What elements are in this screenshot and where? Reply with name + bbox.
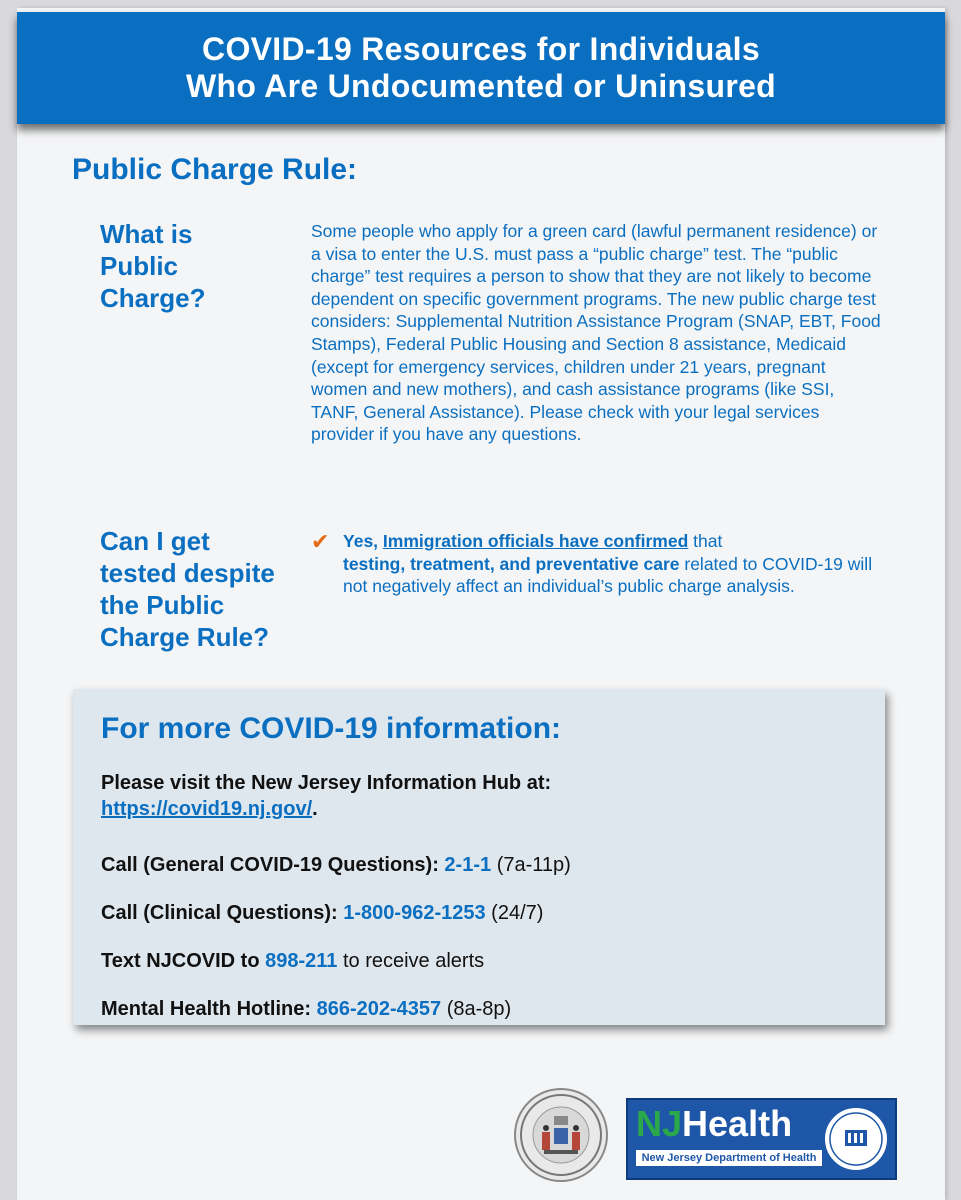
question-heading-what-is-public-charge: What is Public Charge?	[100, 219, 206, 313]
public-charge-answer: Some people who apply for a green card (lawful permanent residence) or a visa to enter the U.S. must pass a “public charge” test. The “public charge” test requires a person to show that they are not likely to become dependent on specific government programs. The new public charge test considers: Supplemental Nutrition Assistance Program (SNAP, EBT, Food Stamps), Federal Public Housing and Section 8 assistance, Medicaid (except for emergency services, children under 21 years, pregnant women and new mothers), and cash assistance programs (like SSI, TANF, General Assistance). Please check with your legal services provider if you have any questions.	[311, 221, 881, 445]
banner-title-line-2: Who Are Undocumented or Uninsured	[185, 68, 777, 104]
checkmark-icon: ✔	[311, 529, 330, 554]
general-phone-number[interactable]: 2-1-1	[444, 854, 492, 876]
nj-covid-hub-link[interactable]: https://covid19.nj.gov/	[101, 798, 313, 820]
banner-title-line-1: COVID-19 Resources for Individuals	[202, 31, 760, 67]
info-title: For more COVID-19 information:	[101, 712, 562, 745]
visit-line: Please visit the New Jersey Information Hub at:	[101, 772, 552, 794]
flyer-page	[17, 8, 945, 1200]
nj-state-seal-logo	[514, 1088, 608, 1182]
mental-health-phone-number[interactable]: 866-202-4357	[316, 998, 442, 1020]
clinical-questions-line: Call (Clinical Questions): 1-800-962-1253 (24/7)	[101, 902, 544, 924]
more-info-box	[73, 689, 885, 1025]
mental-health-line: Mental Health Hotline: 866-202-4357 (8a-8p)	[101, 998, 512, 1020]
clinical-phone-number[interactable]: 1-800-962-1253	[343, 902, 486, 924]
section-title: Public Charge Rule:	[72, 153, 358, 186]
nj-health-subtitle: New Jersey Department of Health	[636, 1150, 822, 1166]
nj-health-logo: NJHealth New Jersey Department of Health	[626, 1098, 897, 1180]
immigration-officials-link[interactable]: Immigration officials have confirmed	[382, 531, 689, 551]
accreditation-badge-icon	[823, 1106, 889, 1172]
text-alert-number[interactable]: 898-211	[265, 950, 338, 972]
title-banner	[17, 12, 945, 124]
seal-icon	[516, 1090, 606, 1180]
general-questions-line: Call (General COVID-19 Questions): 2-1-1 (7a-11p)	[101, 854, 571, 876]
visit-link-line: https://covid19.nj.gov/.	[101, 798, 318, 820]
question-heading-can-i-get-tested: Can I get tested despite the Public Charge Rule?	[100, 526, 275, 652]
text-alerts-line: Text NJCOVID to 898-211 to receive alerts	[101, 950, 485, 972]
testing-answer: Yes, Immigration officials have confirmed that testing, treatment, and preventative care related to COVID-19 will not negatively affect an individual’s public charge analysis.	[343, 531, 873, 597]
